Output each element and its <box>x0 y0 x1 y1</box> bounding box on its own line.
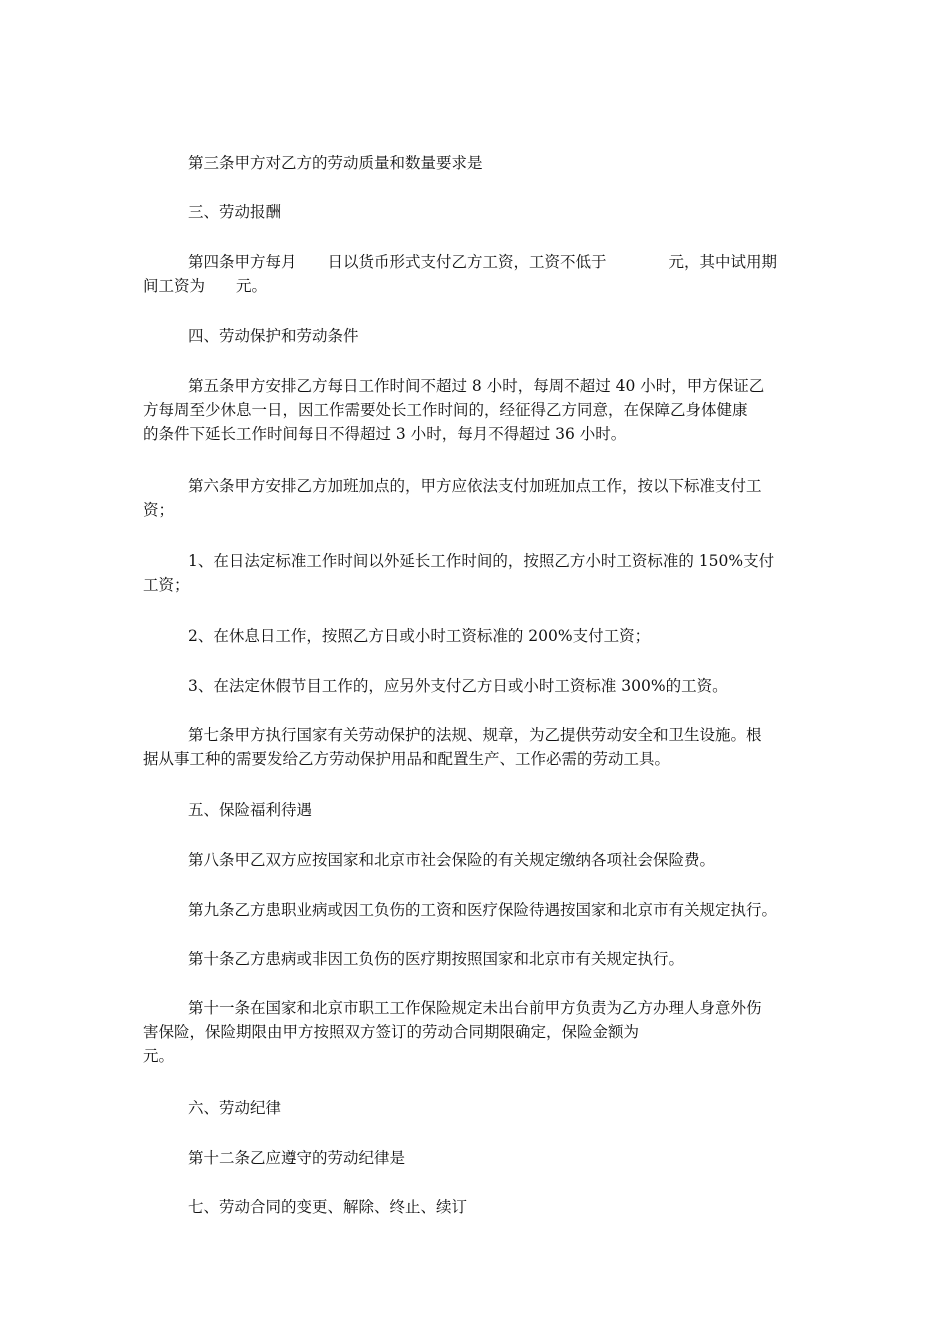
text-line: 第九条乙方患职业病或因工负伤的工资和医疗保险待遇按国家和北京市有关规定执行。 <box>188 901 778 919</box>
text-line: 3、在法定休假节目工作的，应另外支付乙方日或小时工资标准 300%的工资。 <box>188 677 728 695</box>
text-line: 七、劳动合同的变更、解除、终止、续订 <box>188 1198 468 1216</box>
paragraph-item-1 <box>143 549 818 597</box>
text-line: 第三条甲方对乙方的劳动质量和数量要求是 <box>188 154 483 172</box>
paragraph-article-3 <box>143 151 818 175</box>
paragraph-article-6 <box>143 474 818 522</box>
text-line: 五、保险福利待遇 <box>188 801 313 819</box>
text-line: 据从事工种的需要发给乙方劳动保护用品和配置生产、工作必需的劳动工具。 <box>143 750 671 768</box>
section-heading-remuneration <box>143 200 818 224</box>
paragraph-article-5 <box>143 374 818 446</box>
text-line: 元。 <box>143 1047 175 1065</box>
text-line: 第五条甲方安排乙方每日工作时间不超过 8 小时，每周不超过 40 小时，甲方保证乙 <box>188 377 765 395</box>
paragraph-article-4 <box>143 250 818 298</box>
section-heading-discipline <box>143 1096 818 1120</box>
paragraph-article-9 <box>143 898 818 922</box>
text-line: 方每周至少休息一日，因工作需要处长工作时间的，经征得乙方同意，在保障乙身体健康 <box>143 401 748 419</box>
text-line: 第十条乙方患病或非因工负伤的医疗期按照国家和北京市有关规定执行。 <box>188 950 685 968</box>
text-line: 第六条甲方安排乙方加班加点的，甲方应依法支付加班加点工作，按以下标准支付工 <box>188 477 762 495</box>
paragraph-item-3 <box>143 674 818 698</box>
paragraph-article-8 <box>143 848 818 872</box>
paragraph-item-2 <box>143 624 818 648</box>
section-heading-insurance <box>143 798 818 822</box>
text-line: 1、在日法定标准工作时间以外延长工作时间的，按照乙方小时工资标准的 150%支付 <box>188 552 775 570</box>
text-line: 的条件下延长工作时间每日不得超过 3 小时，每月不得超过 36 小时。 <box>143 425 627 443</box>
text-line: 六、劳动纪律 <box>188 1099 282 1117</box>
paragraph-article-7 <box>143 723 818 771</box>
text-line: 第十二条乙应遵守的劳动纪律是 <box>188 1149 406 1167</box>
text-line: 间工资为 元。 <box>143 277 268 295</box>
paragraph-article-12 <box>143 1146 818 1170</box>
text-line: 资； <box>143 501 175 519</box>
text-line: 三、劳动报酬 <box>188 203 282 221</box>
text-line: 第七条甲方执行国家有关劳动保护的法规、规章，为乙提供劳动安全和卫生设施。根 <box>188 726 762 744</box>
text-line: 四、劳动保护和劳动条件 <box>188 327 359 345</box>
text-line: 第八条甲乙双方应按国家和北京市社会保险的有关规定缴纳各项社会保险费。 <box>188 851 716 869</box>
paragraph-article-11 <box>143 996 818 1068</box>
text-line: 第四条甲方每月 日以货币形式支付乙方工资，工资不低于 元，其中试用期 <box>188 253 778 271</box>
text-line: 工资； <box>143 576 190 594</box>
section-heading-contract-changes <box>143 1195 818 1219</box>
text-line: 第十一条在国家和北京市职工工作保险规定未出台前甲方负责为乙方办理人身意外伤 <box>188 999 762 1017</box>
section-heading-protection <box>143 324 818 348</box>
text-line: 2、在休息日工作，按照乙方日或小时工资标准的 200%支付工资； <box>188 627 651 645</box>
text-line: 害保险，保险期限由甲方按照双方签订的劳动合同期限确定，保险金额为 <box>143 1023 640 1041</box>
paragraph-article-10 <box>143 947 818 971</box>
